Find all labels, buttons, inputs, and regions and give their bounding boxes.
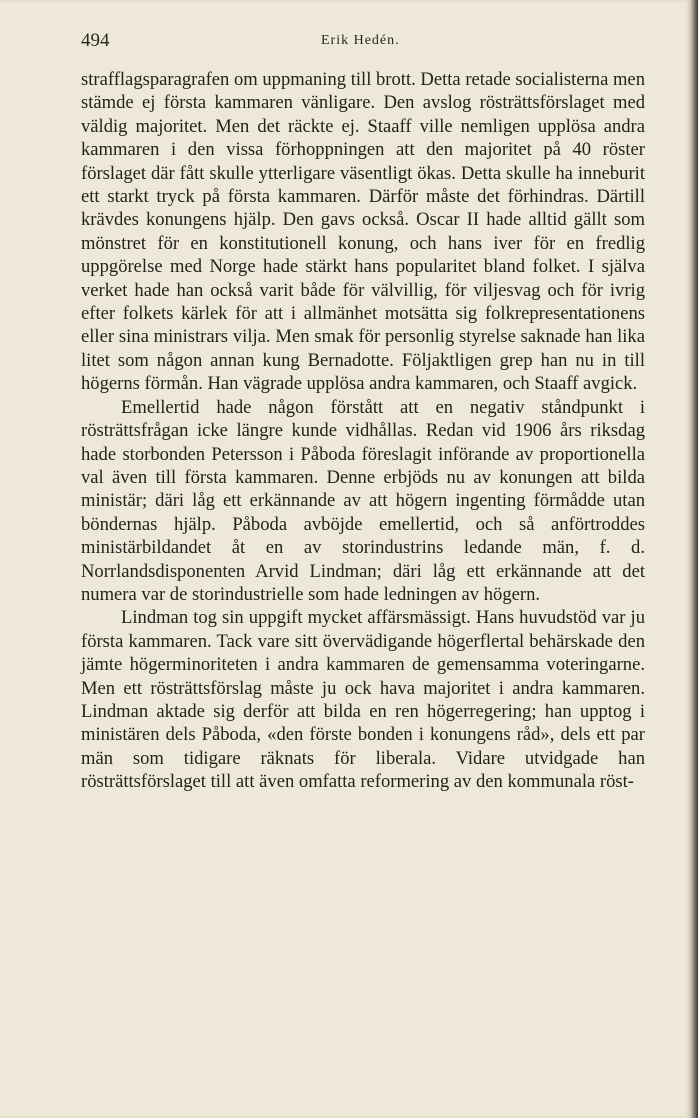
paragraph: Emellertid hade någon förstått att en negativ ståndpunkt i rösträttsfrågan icke längre kunde vidhållas. Redan vid 1906 års riksdag hade storbonden Petersson i Påboda föreslagit införande av proportionella val även till första kammaren. Denne erbjöds nu av konungen att bilda ministär; däri låg ett erkännande av att högern ingenting förmådde utan böndernas hjälp. Påboda avböjde emellertid, och så anförtroddes ministärbildandet åt en av storindustrins ledande män, f. d. Norrlandsdisponenten Arvid Lindman; däri låg ett erkännande att det numera var de storindustrielle som hade ledningen av högern. — [81, 396, 645, 605]
paragraph: Lindman tog sin uppgift mycket affärsmässigt. Hans huvudstöd var ju första kammaren. Tack vare sitt övervädigande högerflertal behärskade den jämte högerminoriteten i andra kammaren de gemensamma voteringarne. Men ett rösträttsförslag måste ju ock hava majoritet i andra kammaren. Lindman aktade sig derför att bilda en ren högerregering; han upptog i ministären dels Påboda, «den förste bonden i konungens råd», dels ett par män som tidigare räknats för liberala. Vidare utvidgade han rösträttsförslaget till att även omfatta reformering av den kommunala röst- — [81, 607, 645, 793]
page-header — [81, 30, 645, 54]
running-title: Erik Hedén. — [321, 33, 400, 48]
page-number: 494 — [81, 30, 110, 51]
body-text — [81, 68, 645, 794]
paragraph: strafflagsparagrafen om uppmaning till brott. Detta retade socialisterna men stämde ej första kammaren vänligare. Den avslog rösträttsförslaget med väldig majoritet. Men det räckte ej. Staaff ville nemligen upplösa andra kammaren i den vissa förhoppningen att den majoritet på 40 röster förslaget där fått skulle ytterligare väsentligt ökas. Detta skulle ha inneburit ett starkt tryck på första kammaren. Därför måste det förhindras. Därtill krävdes konungens hjälp. Den gavs också. Oscar II hade alltid gällt som mönstret för en konstitutionell konung, och hans iver för en fredlig uppgörelse med Norge hade stärkt hans popularitet bland folket. I själva verket hade han också varit både för välvillig, för viljesvag och för ivrig efter folkets kärlek för att i allmänhet motsätta sig folkrepresentationens eller sina ministrars vilja. Men smak för personlig styrelse saknade han lika litet som någon annan kung Bernadotte. Följaktligen grep han nu in till högerns förmån. Han vägrade upplösa andra kammaren, och Staaff avgick. — [81, 69, 645, 395]
page-edge — [690, 0, 698, 1118]
